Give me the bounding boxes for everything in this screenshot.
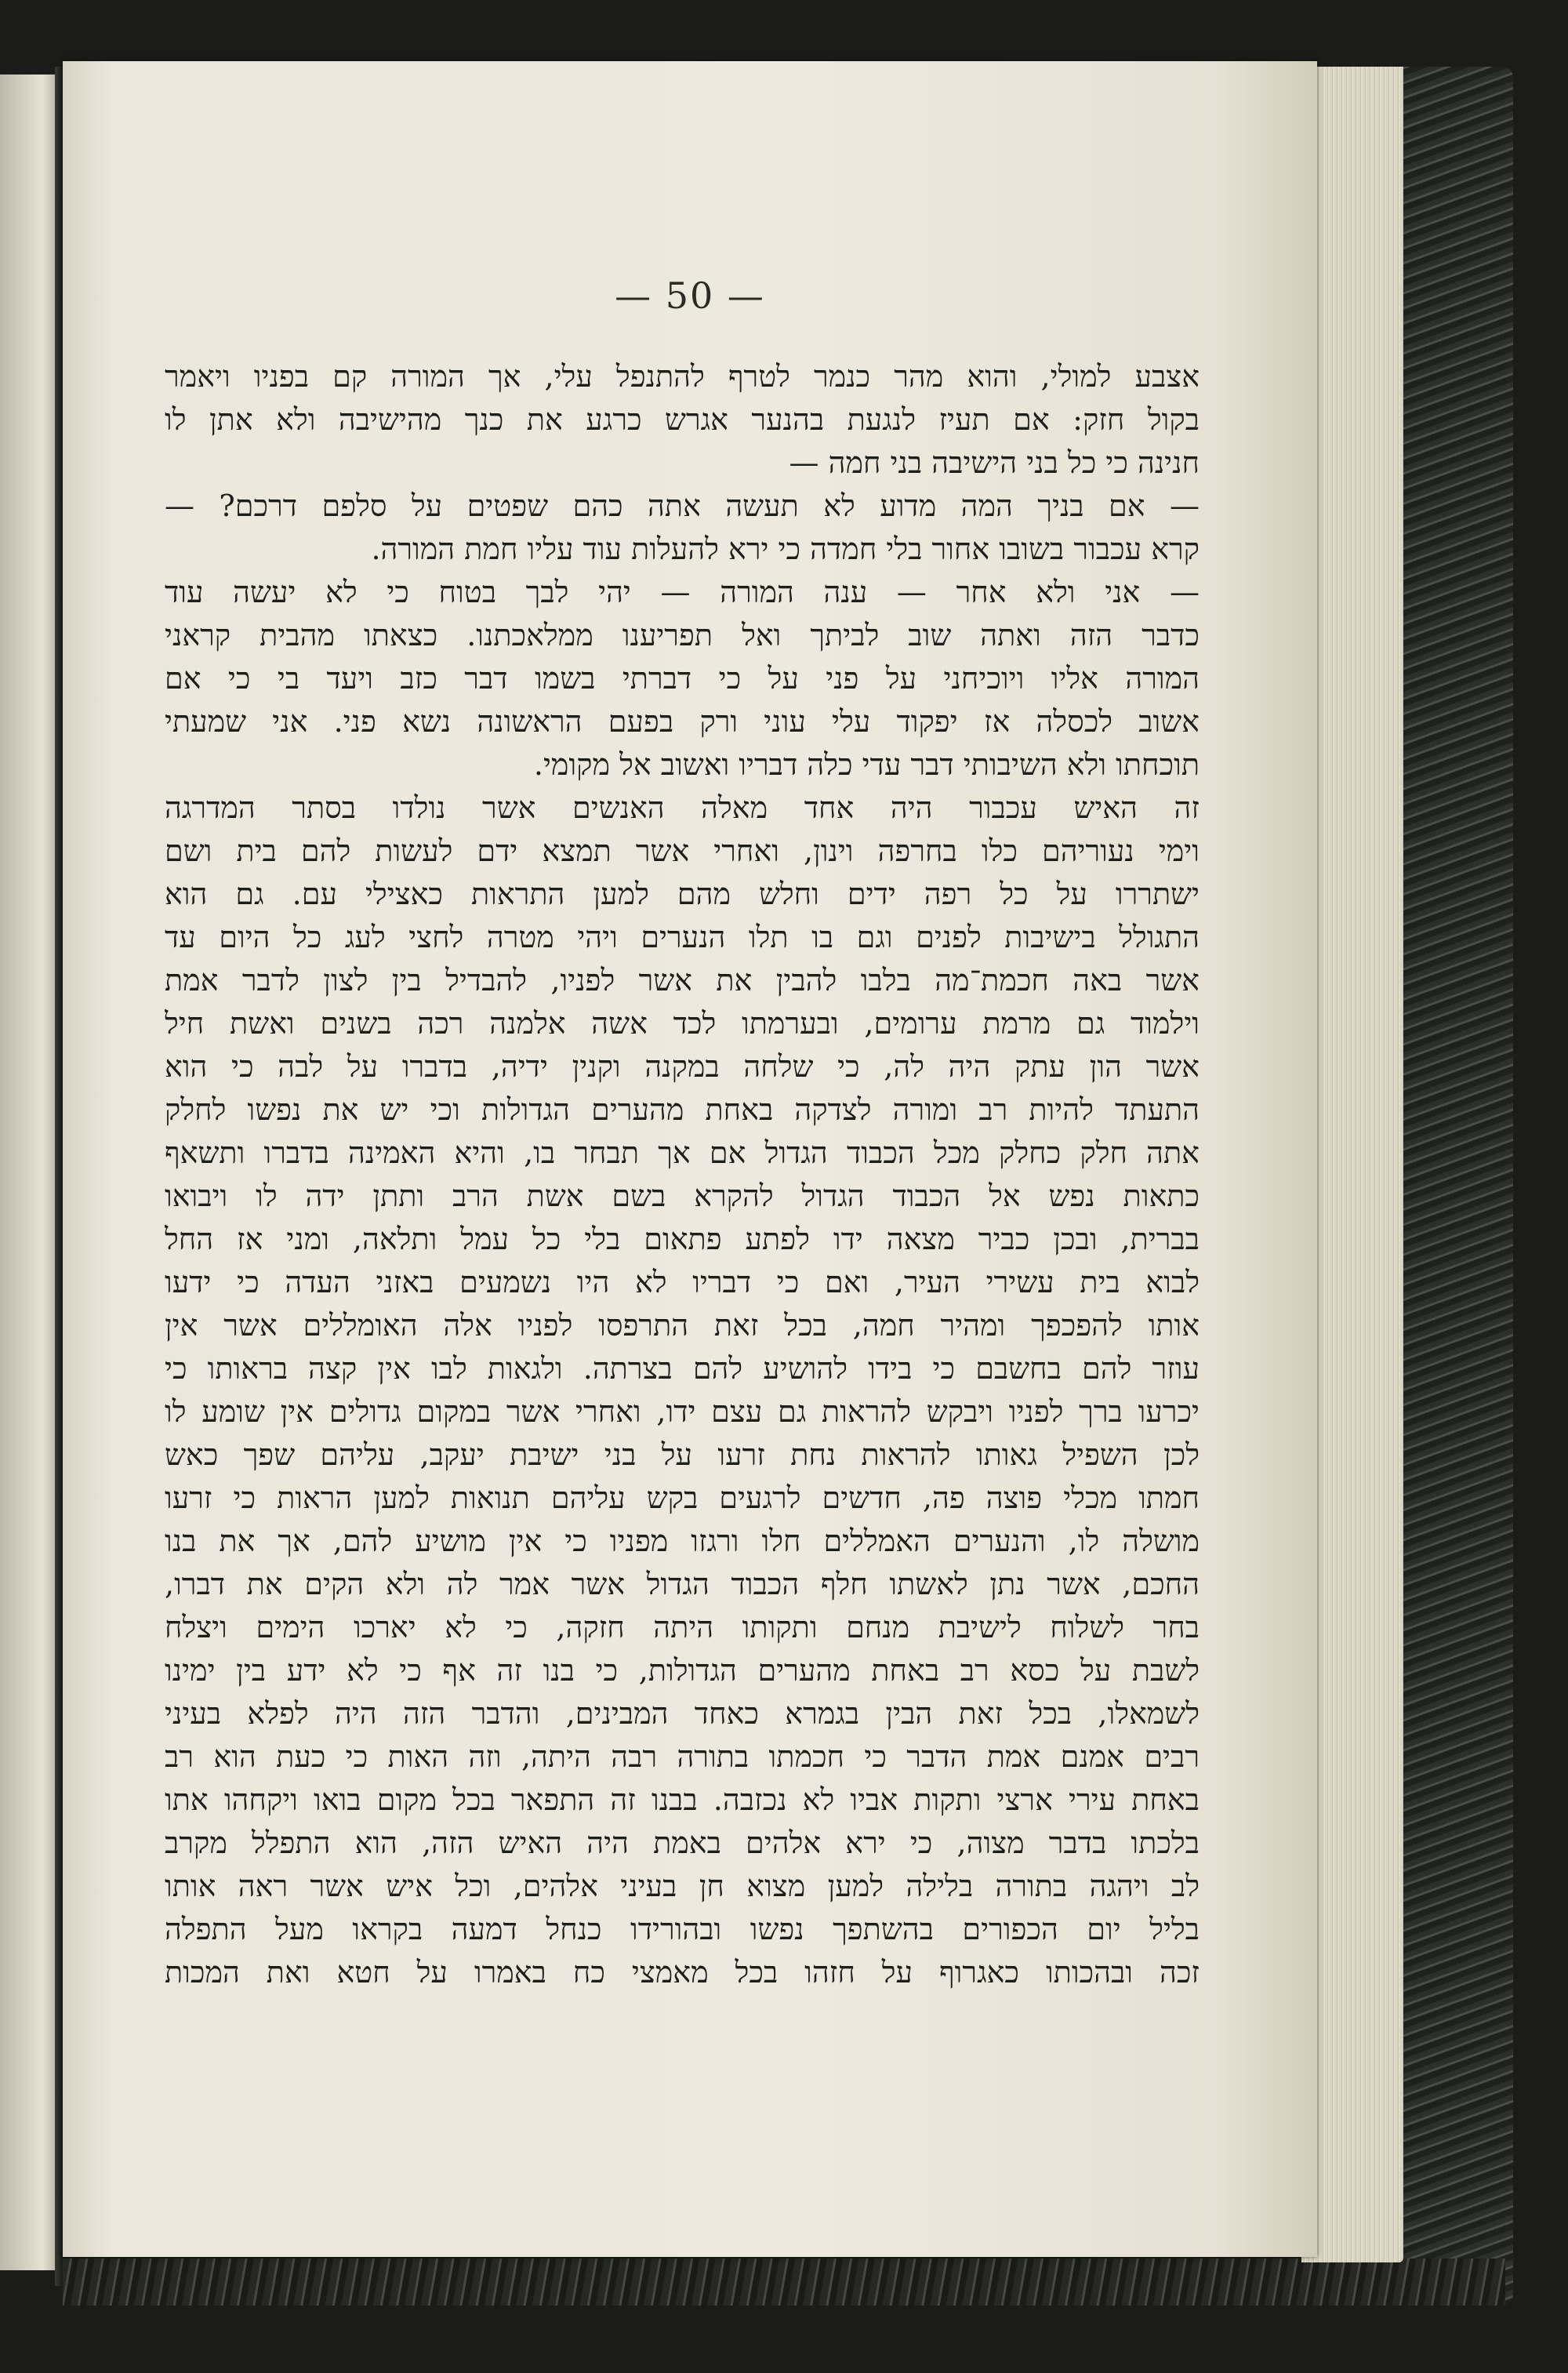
text-line: התעתד להיות רב ומורה לצדקה באחת מהערים הגדולות וכי יש את נפשו לחלק <box>165 1092 1200 1127</box>
text-line: תוכחתו ולא השיבותי דבר עדי כלה דבריו ואשוב אל מקומי. <box>533 747 1200 782</box>
text-line: אצבע למולי, והוא מהר כנמר לטרף להתנפל עלי, אך המורה קם בפניו ויאמר <box>165 359 1200 394</box>
text-line: חנינה כי כל בני הישיבה בני חמה — <box>789 445 1200 480</box>
facing-page-edge <box>0 74 61 2270</box>
text-line: אשר הון עתק היה לה, כי שלחה במקנה וקנין ידיה, בדברו על לבה כי הוא <box>165 1049 1200 1084</box>
text-line: וימי נעוריהם כלו בחרפה וינון, ואחרי אשר תמצא ידם לעשות להם בית ושם <box>165 834 1200 868</box>
text-line: באחת עירי ארצי ותקות אביו לא נכזבה. בבנו זה התפאר בכל מקום בואו ויקחהו אתו <box>165 1782 1200 1817</box>
text-line: זה האיש עכבור היה אחד מאלה האנשים אשר נולדו בסתר המדרגה <box>165 790 1200 825</box>
book-cover-bottom <box>63 2259 1505 2306</box>
text-line: זכה ובהכותו כאגרוף על חזהו בכל מאמצי כח באמרו על חטא ואת המכות <box>165 1955 1200 1990</box>
text-line: המורה אליו ויוכיחני על פני על כי דברתי בשמו דבר כזב ויעד בי כי אם <box>165 661 1200 696</box>
text-line: החכם, אשר נתן לאשתו חלף הכבוד הגדול אשר אמר לה ולא הקים את דברו, <box>165 1567 1200 1601</box>
text-line: לבוא בית עשירי העיר, ואם כי דבריו לא היו נשמעים באזני העדה כי ידעו <box>165 1265 1200 1299</box>
text-line: כדבר הזה ואתה שוב לביתך ואל תפריענו ממלאכתנו. כצאתו מהבית קראני <box>165 618 1200 652</box>
text-line: לכן השפיל גאותו להראות נחת זרעו על בני ישיבת יעקב, עליהם שפך כאש <box>165 1437 1200 1472</box>
text-line: אשר באה חכמת־מה בלבו להבין את אשר לפניו, להבדיל בין לצון לדבר אמת <box>165 963 1200 998</box>
text-line: לשמאלו, בכל זאת הבין בגמרא כאחד המבינים, והדבר הזה היה לפלא בעיני <box>165 1696 1200 1731</box>
text-line: כתאות נפש אל הכבוד הגדול להקרא בשם אשת הרב ותתן ידה לו ויבואו <box>165 1179 1200 1213</box>
text-line: אתה חלק כחלק מכל הכבוד הגדול אם אך תבחר בו, והיא האמינה בדברו ותשאף <box>165 1136 1200 1170</box>
text-line: בקול חזק: אם תעיז לנגעת בהנער אגרש כרגע את כנך מהישיבה ולא אתן לו <box>165 402 1200 437</box>
text-line: חמתו מכלי פוצה פה, חדשים לרגעים בקש עליהם תנואות למען הראות כי זרעו <box>165 1481 1200 1515</box>
text-line: יכרעו ברך לפניו ויבקש להראות גם עצם ידו, ואחרי אשר במקום גדולים אין שומע לו <box>165 1394 1200 1429</box>
page-number: — 50 — <box>615 274 765 317</box>
text-line: — אם בניך המה מדוע לא תעשה אתה כהם שפטים על סלפם דרכם? — <box>165 489 1200 523</box>
text-line: וילמוד גם מרמת ערומים, ובערמתו לכד אשה אלמנה רכה בשנים ואשת חיל <box>165 1006 1200 1041</box>
body-text <box>165 355 1200 1994</box>
text-line: רבים אמנם אמת הדבר כי חכמתו בתורה רבה היתה, וזה האות כי כעת הוא רב <box>165 1739 1200 1774</box>
text-line: בליל יום הכפורים בהשתפך נפשו ובהורידו כנחל דמעה בקראו מעל התפלה <box>165 1912 1200 1946</box>
text-line: מושלה לו, והנערים האמללים חלו ורגזו מפניו כי אין מושיע להם, אך את בנו <box>165 1524 1200 1558</box>
text-line: בברית, ובכן כביר מצאה ידו לפתע פתאום בלי כל עמל ותלאה, ומני אז החל <box>165 1222 1200 1256</box>
text-line: לב ויהגה בתורה בלילה למען מצוא חן בעיני אלהים, וכל איש אשר ראה אותו <box>165 1869 1200 1903</box>
text-line: — אני ולא אחר — ענה המורה — יהי לבך בטוח כי לא יעשה עוד <box>165 575 1200 609</box>
text-line: לשבת על כסא רב באחת מהערים הגדולות, כי בנו זה אף כי לא ידע בין ימינו <box>165 1653 1200 1688</box>
text-line: אשוב לכסלה אז יפקוד עלי עוני ורק בפעם הראשונה נשא פני. אני שמעתי <box>165 704 1200 739</box>
book-cover-right <box>1388 67 1513 2306</box>
text-line: בלכתו בדבר מצוה, כי ירא אלהים באמת היה האיש הזה, הוא התפלל מקרב <box>165 1826 1200 1860</box>
text-line: אותו להפכפך ומהיר חמה, בכל זאת התרפסו לפניו אלה האומללים אשר אין <box>165 1308 1200 1343</box>
text-line: התגולל בישיבות לפנים וגם בו תלו הנערים ויהי מטרה לחצי לעג כל היום עד <box>165 920 1200 954</box>
text-line: עוזר להם בחשבם כי בידו להושיע להם בצרתה. ולגאות לבו אין קצה בראותו כי <box>165 1351 1200 1386</box>
book-page <box>63 61 1317 2257</box>
text-line: ישתררו על כל רפה ידים וחלש מהם למען התראות כאצילי עם. גם הוא <box>165 877 1200 911</box>
text-line: בחר לשלוח לישיבת מנחם ותקותו היתה חזקה, כי לא יארכו הימים ויצלח <box>165 1610 1200 1644</box>
text-line: קרא עכבור בשובו אחור בלי חמדה כי ירא להעלות עוד עליו חמת המורה. <box>371 532 1200 566</box>
